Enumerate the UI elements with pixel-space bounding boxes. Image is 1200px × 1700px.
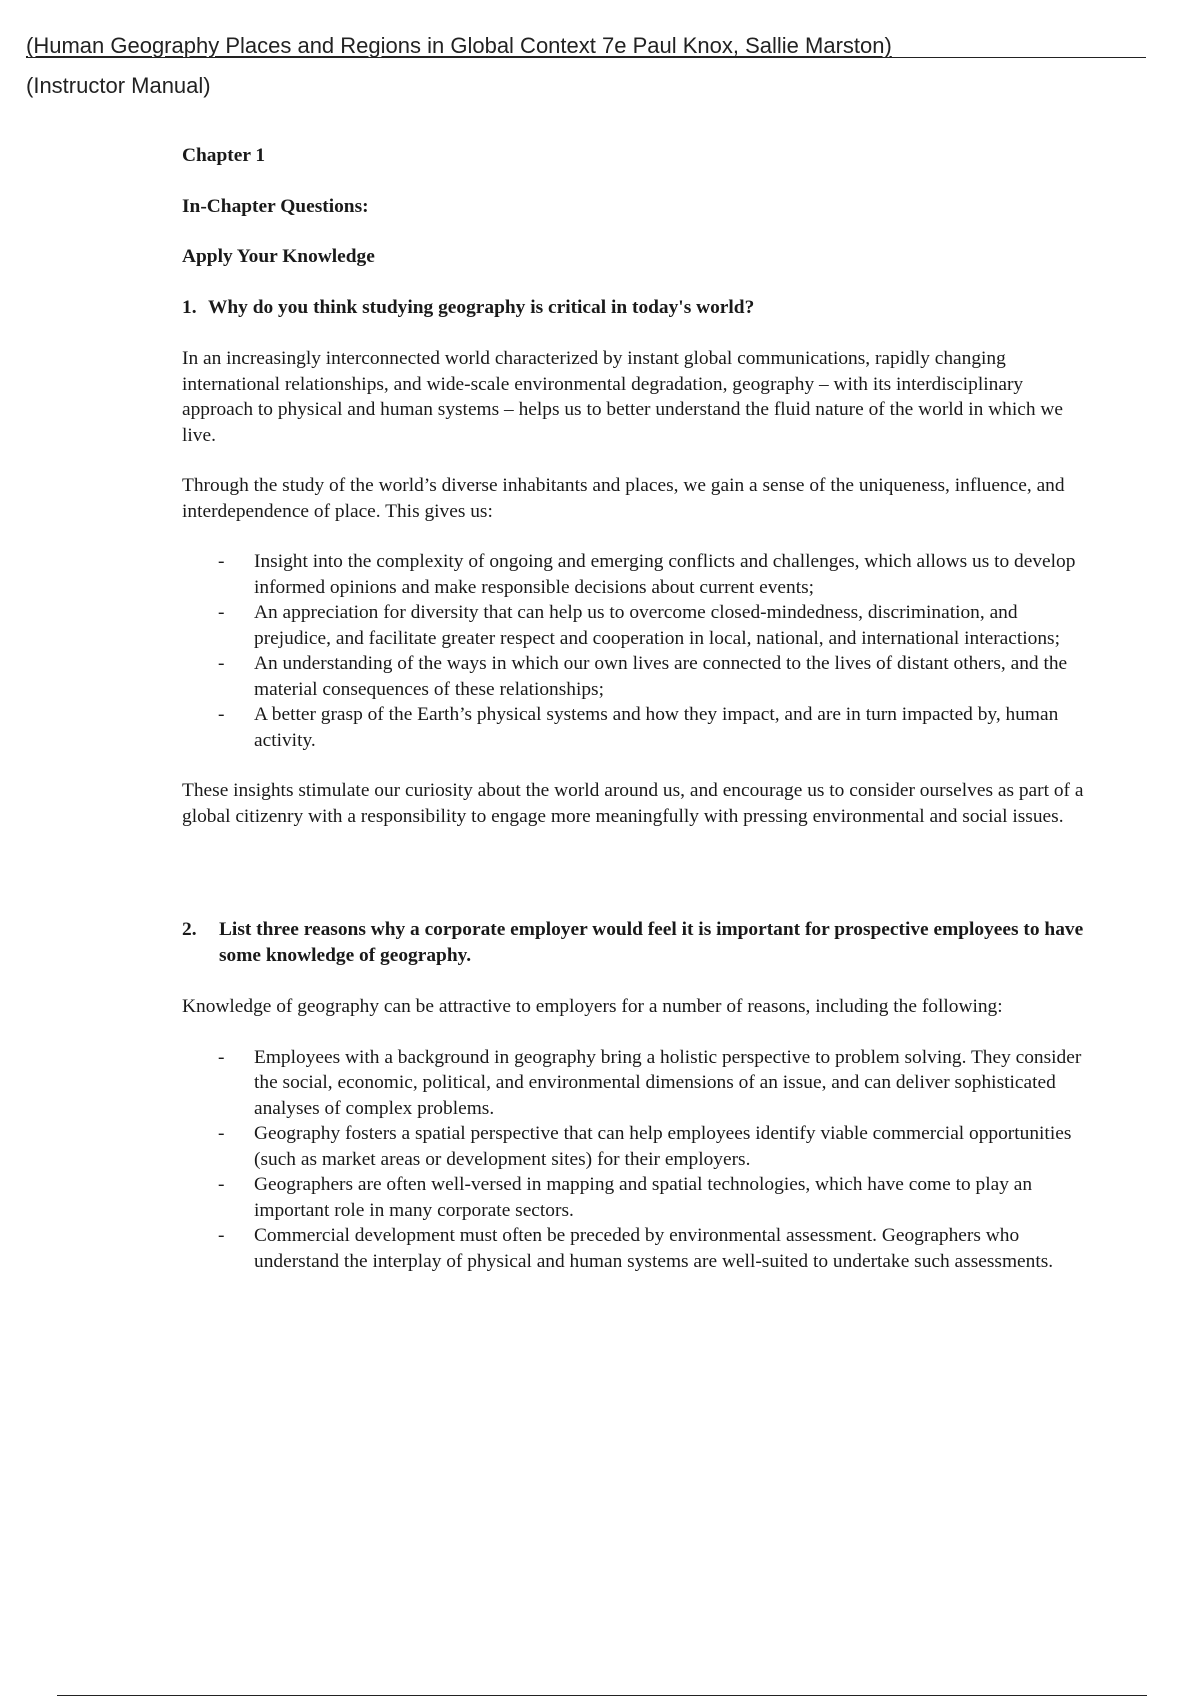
list-item <box>182 1121 1092 1172</box>
list-item-text: Commercial development must often be preceded by environmental assessment. Geographers who understand the interplay of physical and human systems are well-suited to undertake such assessments. <box>254 1225 1054 1272</box>
question-1 <box>182 295 1092 321</box>
list-item-text: Insight into the complexity of ongoing and emerging conflicts and challenges, which allows us to develop informed opinions and make responsible decisions about current events; <box>254 551 1076 598</box>
subsection-heading: Apply Your Knowledge <box>182 246 375 267</box>
chapter-heading: Chapter 1 <box>182 145 266 166</box>
bullet-marker: - <box>218 602 225 623</box>
answer-paragraph: Knowledge of geography can be attractive to employers for a number of reasons, including the following: <box>182 996 1003 1017</box>
list-item-text: Employees with a background in geography bring a holistic perspective to problem solving. They consider the social, economic, political, and environmental dimensions of an issue, and can deliver sophisticated analyses of complex problems. <box>254 1046 1082 1119</box>
bullet-marker: - <box>218 1225 225 1246</box>
manual-label: (Instructor Manual) <box>26 73 211 98</box>
answer-paragraph: Through the study of the world’s diverse inhabitants and places, we gain a sense of the uniqueness, influence, and interdependence of place. This gives us: <box>182 475 1065 522</box>
bullet-marker: - <box>218 551 225 572</box>
list-item-text: An understanding of the ways in which our own lives are connected to the lives of distant others, and the material consequences of these relationships; <box>254 653 1068 700</box>
bullet-list <box>182 549 1092 753</box>
document-body <box>182 143 1092 1299</box>
book-title: (Human Geography Places and Regions in Global Context 7e Paul Knox, Sallie Marston) <box>26 33 892 58</box>
bullet-marker: - <box>218 1046 225 1068</box>
question-text: Why do you think studying geography is critical in today's world? <box>208 296 755 318</box>
bullet-marker: - <box>218 653 225 674</box>
header-rule <box>26 57 1146 58</box>
list-item <box>182 1172 1092 1223</box>
list-item-text: Geographers are often well-versed in mapping and spatial technologies, which have come to play an important role in many corporate sectors. <box>254 1174 1033 1221</box>
bullet-marker: - <box>218 1123 225 1144</box>
list-item <box>182 600 1092 651</box>
list-item <box>182 549 1092 600</box>
list-item <box>182 702 1092 753</box>
bullet-marker: - <box>218 704 225 725</box>
question-number: 2. <box>182 919 197 940</box>
answer-paragraph: In an increasingly interconnected world characterized by instant global communications, rapidly changing international relationships, and wide-scale environmental degradation, geography – with its interdisciplinary approach to physical and human systems – helps us to better understand the fluid nature of the world in which we live. <box>182 348 1063 446</box>
bullet-list <box>182 1045 1092 1275</box>
section-spacer <box>182 854 1092 917</box>
list-item <box>182 1045 1092 1122</box>
section-heading: In-Chapter Questions: <box>182 195 369 217</box>
list-item <box>182 1223 1092 1274</box>
question-number: 1. <box>182 296 197 318</box>
running-header <box>26 32 892 100</box>
list-item-text: Geography fosters a spatial perspective that can help employees identify viable commercial opportunities (such as market areas or development sites) for their employers. <box>254 1123 1072 1170</box>
question-2 <box>182 917 1092 968</box>
question-text: List three reasons why a corporate employer would feel it is important for prospective employees to have some knowledge of geography. <box>219 919 1084 966</box>
footer-rule <box>57 1695 1147 1696</box>
list-item <box>182 651 1092 702</box>
answer-paragraph: These insights stimulate our curiosity about the world around us, and encourage us to consider ourselves as part of a global citizenry with a responsibility to engage more meaningfully with pressing environmental and social issues. <box>182 780 1084 827</box>
bullet-marker: - <box>218 1174 225 1195</box>
list-item-text: An appreciation for diversity that can help us to overcome closed-mindedness, discrimination, and prejudice, and facilitate greater respect and cooperation in local, national, and international interactions; <box>254 602 1060 649</box>
list-item-text: A better grasp of the Earth’s physical systems and how they impact, and are in turn impacted by, human activity. <box>254 704 1059 751</box>
